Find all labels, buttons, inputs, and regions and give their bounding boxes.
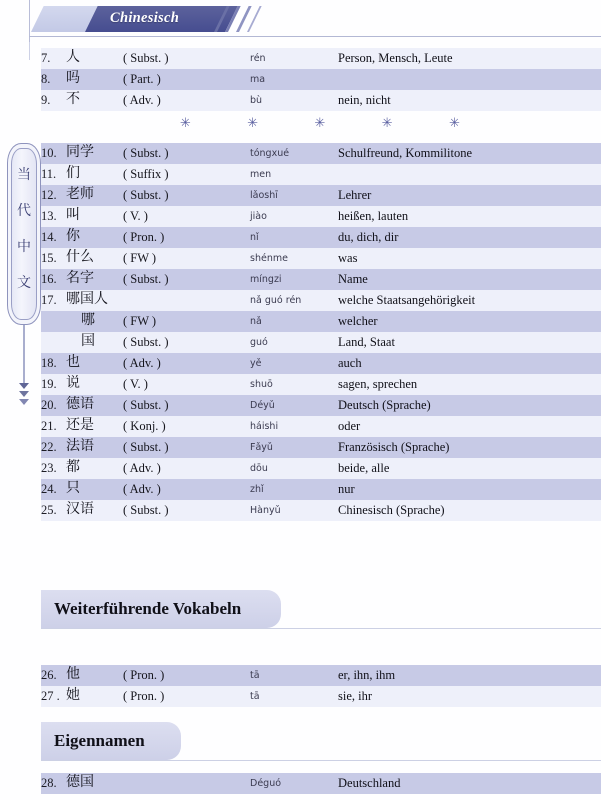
section-heading-rule (41, 628, 601, 629)
vocab-entry-number: 11. (41, 167, 57, 181)
vocab-entry-number: 9. (41, 93, 51, 107)
vocab-entry-chinese: 人 (66, 49, 80, 65)
table-row (41, 185, 601, 206)
vocab-entry-chinese: 她 (66, 687, 80, 703)
vocab-entry-pinyin: háishi (250, 421, 279, 432)
side-tab-char-2: 代 (17, 203, 31, 219)
vocab-entry-chinese: 你 (66, 228, 80, 244)
vocab-entry-pinyin: rén (250, 53, 266, 64)
vocab-entry-pinyin: Hànyǔ (250, 505, 281, 516)
section-heading-label: Eigennamen (54, 731, 145, 750)
chapter-banner (0, 6, 601, 36)
vocab-entry-number: 26. (41, 668, 57, 682)
vocab-entry-number: 8. (41, 72, 51, 86)
section-heading-label: Weiterführende Vokabeln (54, 599, 242, 618)
table-row (41, 395, 601, 416)
side-tab-arrow-icon (18, 383, 30, 411)
vocab-entry-chinese: 还是 (66, 417, 94, 433)
table-row (41, 269, 601, 290)
vocab-entry-german: Land, Staat (338, 335, 395, 349)
vocab-entry-chinese: 同学 (66, 144, 94, 160)
asterisk-icon: ✳ (180, 116, 191, 131)
vocab-entry-pinyin: dōu (250, 463, 268, 474)
side-tab-char-4: 文 (17, 275, 31, 291)
vocab-entry-number: 28. (41, 776, 57, 790)
vocab-entry-chinese: 叫 (66, 207, 80, 223)
vocab-entry-german: Chinesisch (Sprache) (338, 503, 445, 517)
vocab-entry-german: nur (338, 482, 355, 496)
vocab-entry-wordclass: ( Subst. ) (123, 440, 169, 454)
vocab-entry-pinyin: míngzi (250, 274, 282, 285)
vocab-entry-wordclass: ( Subst. ) (123, 503, 169, 517)
vocab-entry-german: Französisch (Sprache) (338, 440, 450, 454)
table-row (41, 311, 601, 332)
vocab-entry-chinese: 也 (66, 354, 80, 370)
vocab-entry-chinese: 都 (66, 459, 80, 475)
vocab-entry-number: 7. (41, 51, 51, 65)
table-row (41, 500, 601, 521)
banner-title: Chinesisch (110, 10, 180, 26)
asterisk-separator (180, 113, 460, 135)
vocab-entry-chinese: 汉语 (66, 501, 94, 517)
vocab-entry-pinyin: Déyǔ (250, 400, 275, 411)
table-row (41, 69, 601, 90)
vocab-entry-wordclass: ( Pron. ) (123, 668, 165, 682)
vocab-entry-german: nein, nicht (338, 93, 391, 107)
vocab-entry-chinese: 不 (66, 91, 80, 107)
table-row (41, 479, 601, 500)
vocab-entry-number: 15. (41, 251, 57, 265)
vocab-entry-wordclass: ( Subst. ) (123, 272, 169, 286)
vocab-entry-number: 13. (41, 209, 57, 223)
vocab-entry-chinese: 说 (66, 375, 80, 391)
vocab-entry-wordclass: ( V. ) (123, 377, 148, 391)
vocab-entry-wordclass: ( Konj. ) (123, 419, 166, 433)
vocab-entry-number: 20. (41, 398, 57, 412)
vocab-entry-pinyin: nǎ (250, 316, 262, 327)
vocab-entry-german: Deutsch (Sprache) (338, 398, 431, 412)
vocab-entry-wordclass: ( Adv. ) (123, 356, 161, 370)
table-row (41, 90, 601, 111)
vocab-entry-german: Person, Mensch, Leute (338, 51, 453, 65)
vocab-entry-german: Deutschland (338, 776, 401, 790)
table-row (41, 332, 601, 353)
vocab-entry-chinese: 法语 (66, 438, 94, 454)
vocab-entry-wordclass: ( Adv. ) (123, 93, 161, 107)
vocab-entry-number: 22. (41, 440, 57, 454)
vocab-entry-number: 19. (41, 377, 57, 391)
vocab-entry-german: was (338, 251, 358, 265)
vocab-entry-chinese: 们 (66, 165, 80, 181)
vocab-entry-pinyin: zhǐ (250, 484, 264, 495)
vocab-entry-pinyin: men (250, 169, 272, 180)
vocab-entry-number: 25. (41, 503, 57, 517)
vocab-table-part2 (41, 143, 601, 521)
vocab-entry-pinyin: jiào (250, 211, 267, 222)
vocab-entry-pinyin: tā (250, 670, 260, 681)
vocab-entry-wordclass: ( Pron. ) (123, 689, 165, 703)
vocab-entry-german: Name (338, 272, 368, 286)
vocab-entry-german: welche Staatsangehörigkeit (338, 293, 476, 307)
vocab-entry-pinyin: tā (250, 691, 260, 702)
vocab-entry-pinyin: yě (250, 358, 262, 369)
vocab-entry-german: er, ihn, ihm (338, 668, 396, 682)
vocab-entry-chinese: 哪 (81, 312, 95, 328)
table-row (41, 773, 601, 794)
vocab-entry-wordclass: ( Subst. ) (123, 146, 169, 160)
vocab-entry-pinyin: shénme (250, 253, 288, 264)
vocab-entry-chinese: 什么 (66, 249, 94, 265)
vocab-table-weiterfuehrende (41, 665, 601, 707)
asterisk-icon: ✳ (381, 116, 393, 131)
vocab-entry-chinese: 只 (66, 480, 80, 496)
side-tab-stem (23, 325, 25, 385)
side-tab-text (7, 157, 41, 301)
table-row (41, 416, 601, 437)
book-title-side-tab (7, 143, 41, 325)
vocab-entry-pinyin: lǎoshī (250, 190, 278, 201)
vocab-entry-wordclass: ( Subst. ) (123, 51, 169, 65)
vocab-table-part1 (41, 48, 601, 111)
section-heading-weiterfuehrende-vokabeln (41, 590, 281, 628)
vocab-entry-wordclass: ( Part. ) (123, 72, 161, 86)
vocab-entry-chinese: 他 (66, 666, 80, 682)
vocab-entry-number: 14. (41, 230, 57, 244)
table-row (41, 248, 601, 269)
vocab-entry-chinese: 名字 (66, 270, 94, 286)
vocab-entry-chinese: 老师 (66, 186, 94, 202)
vocab-entry-pinyin: Déguó (250, 778, 282, 789)
vocab-entry-number: 23. (41, 461, 57, 475)
vocab-entry-wordclass: ( Adv. ) (123, 461, 161, 475)
side-tab-char-1: 当 (17, 167, 31, 183)
table-row (41, 290, 601, 311)
table-row (41, 206, 601, 227)
section-heading-rule (41, 760, 601, 761)
banner-underline (29, 36, 601, 37)
vocab-entry-german: auch (338, 356, 362, 370)
vocab-entry-number: 10. (41, 146, 57, 160)
table-row (41, 143, 601, 164)
vocab-entry-chinese: 哪国人 (66, 291, 108, 307)
vocab-entry-chinese: 德国 (66, 774, 94, 790)
vocab-entry-wordclass: ( Adv. ) (123, 482, 161, 496)
table-row (41, 665, 601, 686)
vocab-entry-pinyin: nǎ guó rén (250, 295, 302, 306)
vocab-entry-wordclass: ( V. ) (123, 209, 148, 223)
vocab-entry-wordclass: ( Subst. ) (123, 188, 169, 202)
vocab-entry-german: sagen, sprechen (338, 377, 418, 391)
vocab-entry-pinyin: bù (250, 95, 263, 106)
vocab-entry-number: 12. (41, 188, 57, 202)
vocab-entry-german: Lehrer (338, 188, 372, 202)
vocab-entry-number: 18. (41, 356, 57, 370)
vocab-entry-german: Schulfreund, Kommilitone (338, 146, 473, 160)
vocab-entry-number: 24. (41, 482, 57, 496)
vocab-entry-number: 21. (41, 419, 57, 433)
vocab-entry-german: welcher (338, 314, 378, 328)
table-row (41, 227, 601, 248)
vocab-entry-wordclass: ( Pron. ) (123, 230, 165, 244)
vocab-entry-wordclass: ( Suffix ) (123, 167, 169, 181)
vocab-entry-wordclass: ( Subst. ) (123, 335, 169, 349)
vocab-entry-number: 27 . (41, 689, 60, 703)
table-row (41, 437, 601, 458)
vocab-entry-number: 16. (41, 272, 57, 286)
side-tab-char-3: 中 (17, 239, 31, 255)
asterisk-icon: ✳ (247, 116, 259, 131)
vocab-entry-number: 17. (41, 293, 57, 307)
table-row (41, 48, 601, 69)
vocab-entry-wordclass: ( FW ) (123, 314, 157, 328)
vocab-entry-wordclass: ( Subst. ) (123, 398, 169, 412)
left-vertical-rule-lower (29, 42, 30, 60)
vocab-entry-pinyin: tóngxué (250, 148, 290, 159)
vocab-table-eigennamen (41, 773, 601, 794)
vocab-entry-pinyin: ma (250, 74, 266, 85)
table-row (41, 374, 601, 395)
vocab-entry-chinese: 国 (81, 333, 95, 349)
table-row (41, 458, 601, 479)
vocab-entry-pinyin: shuō (250, 379, 273, 390)
vocab-entry-german: heißen, lauten (338, 209, 409, 223)
vocab-entry-chinese: 德语 (66, 396, 94, 412)
vocab-entry-german: sie, ihr (338, 689, 373, 703)
vocab-entry-wordclass: ( FW ) (123, 251, 157, 265)
section-heading-eigennamen (41, 722, 181, 760)
vocab-entry-german: beide, alle (338, 461, 390, 475)
table-row (41, 353, 601, 374)
asterisk-icon: ✳ (449, 116, 460, 131)
vocab-entry-chinese: 吗 (66, 70, 80, 86)
vocab-entry-pinyin: Fǎyǔ (250, 442, 273, 453)
table-row (41, 164, 601, 185)
asterisk-icon: ✳ (314, 116, 326, 131)
vocab-entry-german: oder (338, 419, 361, 433)
vocab-entry-german: du, dich, dir (338, 230, 399, 244)
table-row (41, 686, 601, 707)
vocab-entry-pinyin: guó (250, 337, 268, 348)
vocab-entry-pinyin: nǐ (250, 232, 259, 243)
